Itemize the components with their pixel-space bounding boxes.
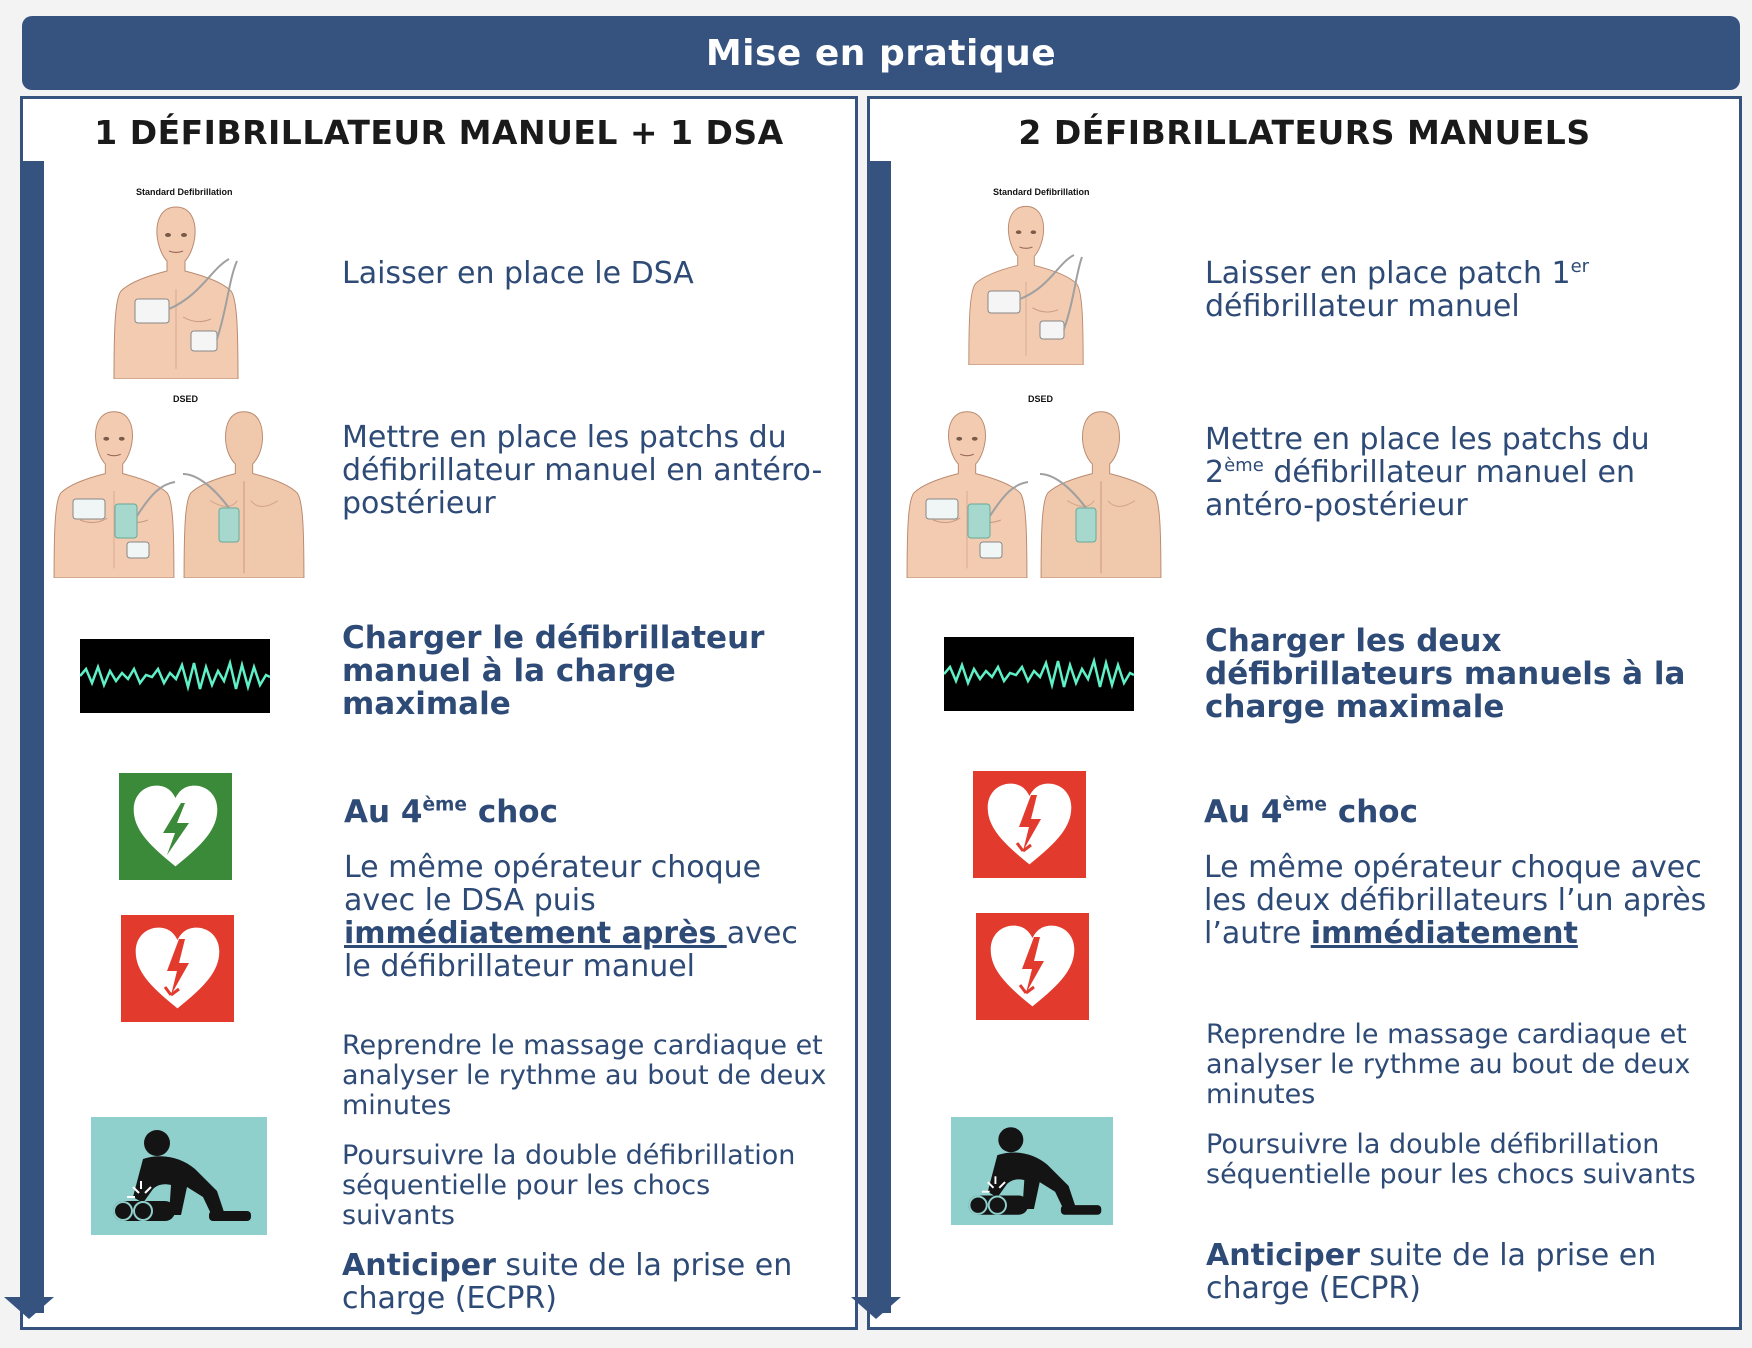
anteroposterior-figure-back (1038, 404, 1164, 578)
step-fourth-shock-title: Au 4ème choc (1204, 794, 1418, 830)
step-resume-cpr: Reprendre le massage cardiaque et analyser le rythme au bout de deux minutes (342, 1030, 827, 1121)
anteroposterior-figure-front (904, 404, 1030, 578)
emphasis-immediately: immédiatement (1310, 916, 1578, 951)
cpr-icon (951, 1117, 1113, 1225)
aed-heart-red-icon (121, 915, 234, 1022)
page-header (22, 16, 1740, 90)
aed-heart-red-icon (973, 771, 1086, 878)
flow-arrow-head (4, 1297, 54, 1319)
column-title: 1 DÉFIBRILLATEUR MANUEL + 1 DSA (94, 113, 784, 152)
column-manual-plus-aed (20, 96, 858, 1330)
figure-caption: DSED (173, 394, 199, 404)
step-charge: Charger les deux défibrillateurs manuels à la charge maximale (1205, 623, 1686, 725)
flow-arrow (867, 161, 891, 1313)
step-continue-dsed: Poursuivre la double défibrillation séquentielle pour les chocs suivants (1206, 1129, 1696, 1190)
step-anticipate-ecpr: Anticiper suite de la prise en charge (ECPR) (1206, 1238, 1657, 1306)
aed-heart-green-icon (119, 773, 232, 880)
step-keep-first-patch: Laisser en place patch 1er défibrillateur manuel (1205, 256, 1590, 324)
step-keep-aed: Laisser en place le DSA (342, 256, 694, 291)
step-continue-dsed: Poursuivre la double défibrillation séquentielle pour les chocs suivants (342, 1140, 796, 1231)
ecg-monitor-icon (80, 639, 270, 713)
cpr-icon (91, 1117, 267, 1235)
emphasis-immediately-after: immédiatement après (344, 916, 727, 951)
flow-arrow-head (851, 1297, 901, 1319)
figure-caption: Standard Defibrillation (993, 187, 1090, 197)
step-fourth-shock-text: Le même opérateur choque avec le DSA puis immédiatement après avec le défibrillateur manuel (344, 850, 798, 984)
figure-caption: Standard Defibrillation (136, 187, 233, 197)
column-two-manual (867, 96, 1742, 1330)
step-fourth-shock-text: Le même opérateur choque avec les deux défibrillateurs l’un après l’autre immédiatement (1204, 850, 1707, 951)
anteroposterior-figure-front (51, 404, 177, 578)
step-fourth-shock-title: Au 4ème choc (344, 794, 558, 830)
figure-caption: DSED (1028, 394, 1054, 404)
step-anticipate-ecpr: Anticiper suite de la prise en charge (ECPR) (342, 1248, 793, 1316)
column-title: 2 DÉFIBRILLATEURS MANUELS (1018, 113, 1591, 152)
step-charge: Charger le défibrillateur manuel à la charge maximale (342, 620, 765, 722)
step-resume-cpr: Reprendre le massage cardiaque et analyser le rythme au bout de deux minutes (1206, 1019, 1691, 1110)
step-place-patches: Mettre en place les patchs du défibrillateur manuel en antéro-postérieur (342, 420, 823, 521)
anteroposterior-figure-back (181, 404, 307, 578)
aed-heart-red-icon (976, 913, 1089, 1020)
page-title: Mise en pratique (705, 32, 1057, 74)
flow-arrow (20, 161, 44, 1313)
chest-pad-figure (966, 199, 1086, 365)
chest-pad-figure (111, 199, 241, 379)
ecg-monitor-icon (944, 637, 1134, 711)
step-place-patches: Mettre en place les patchs du 2ème défibrillateur manuel en antéro-postérieur (1205, 422, 1650, 523)
